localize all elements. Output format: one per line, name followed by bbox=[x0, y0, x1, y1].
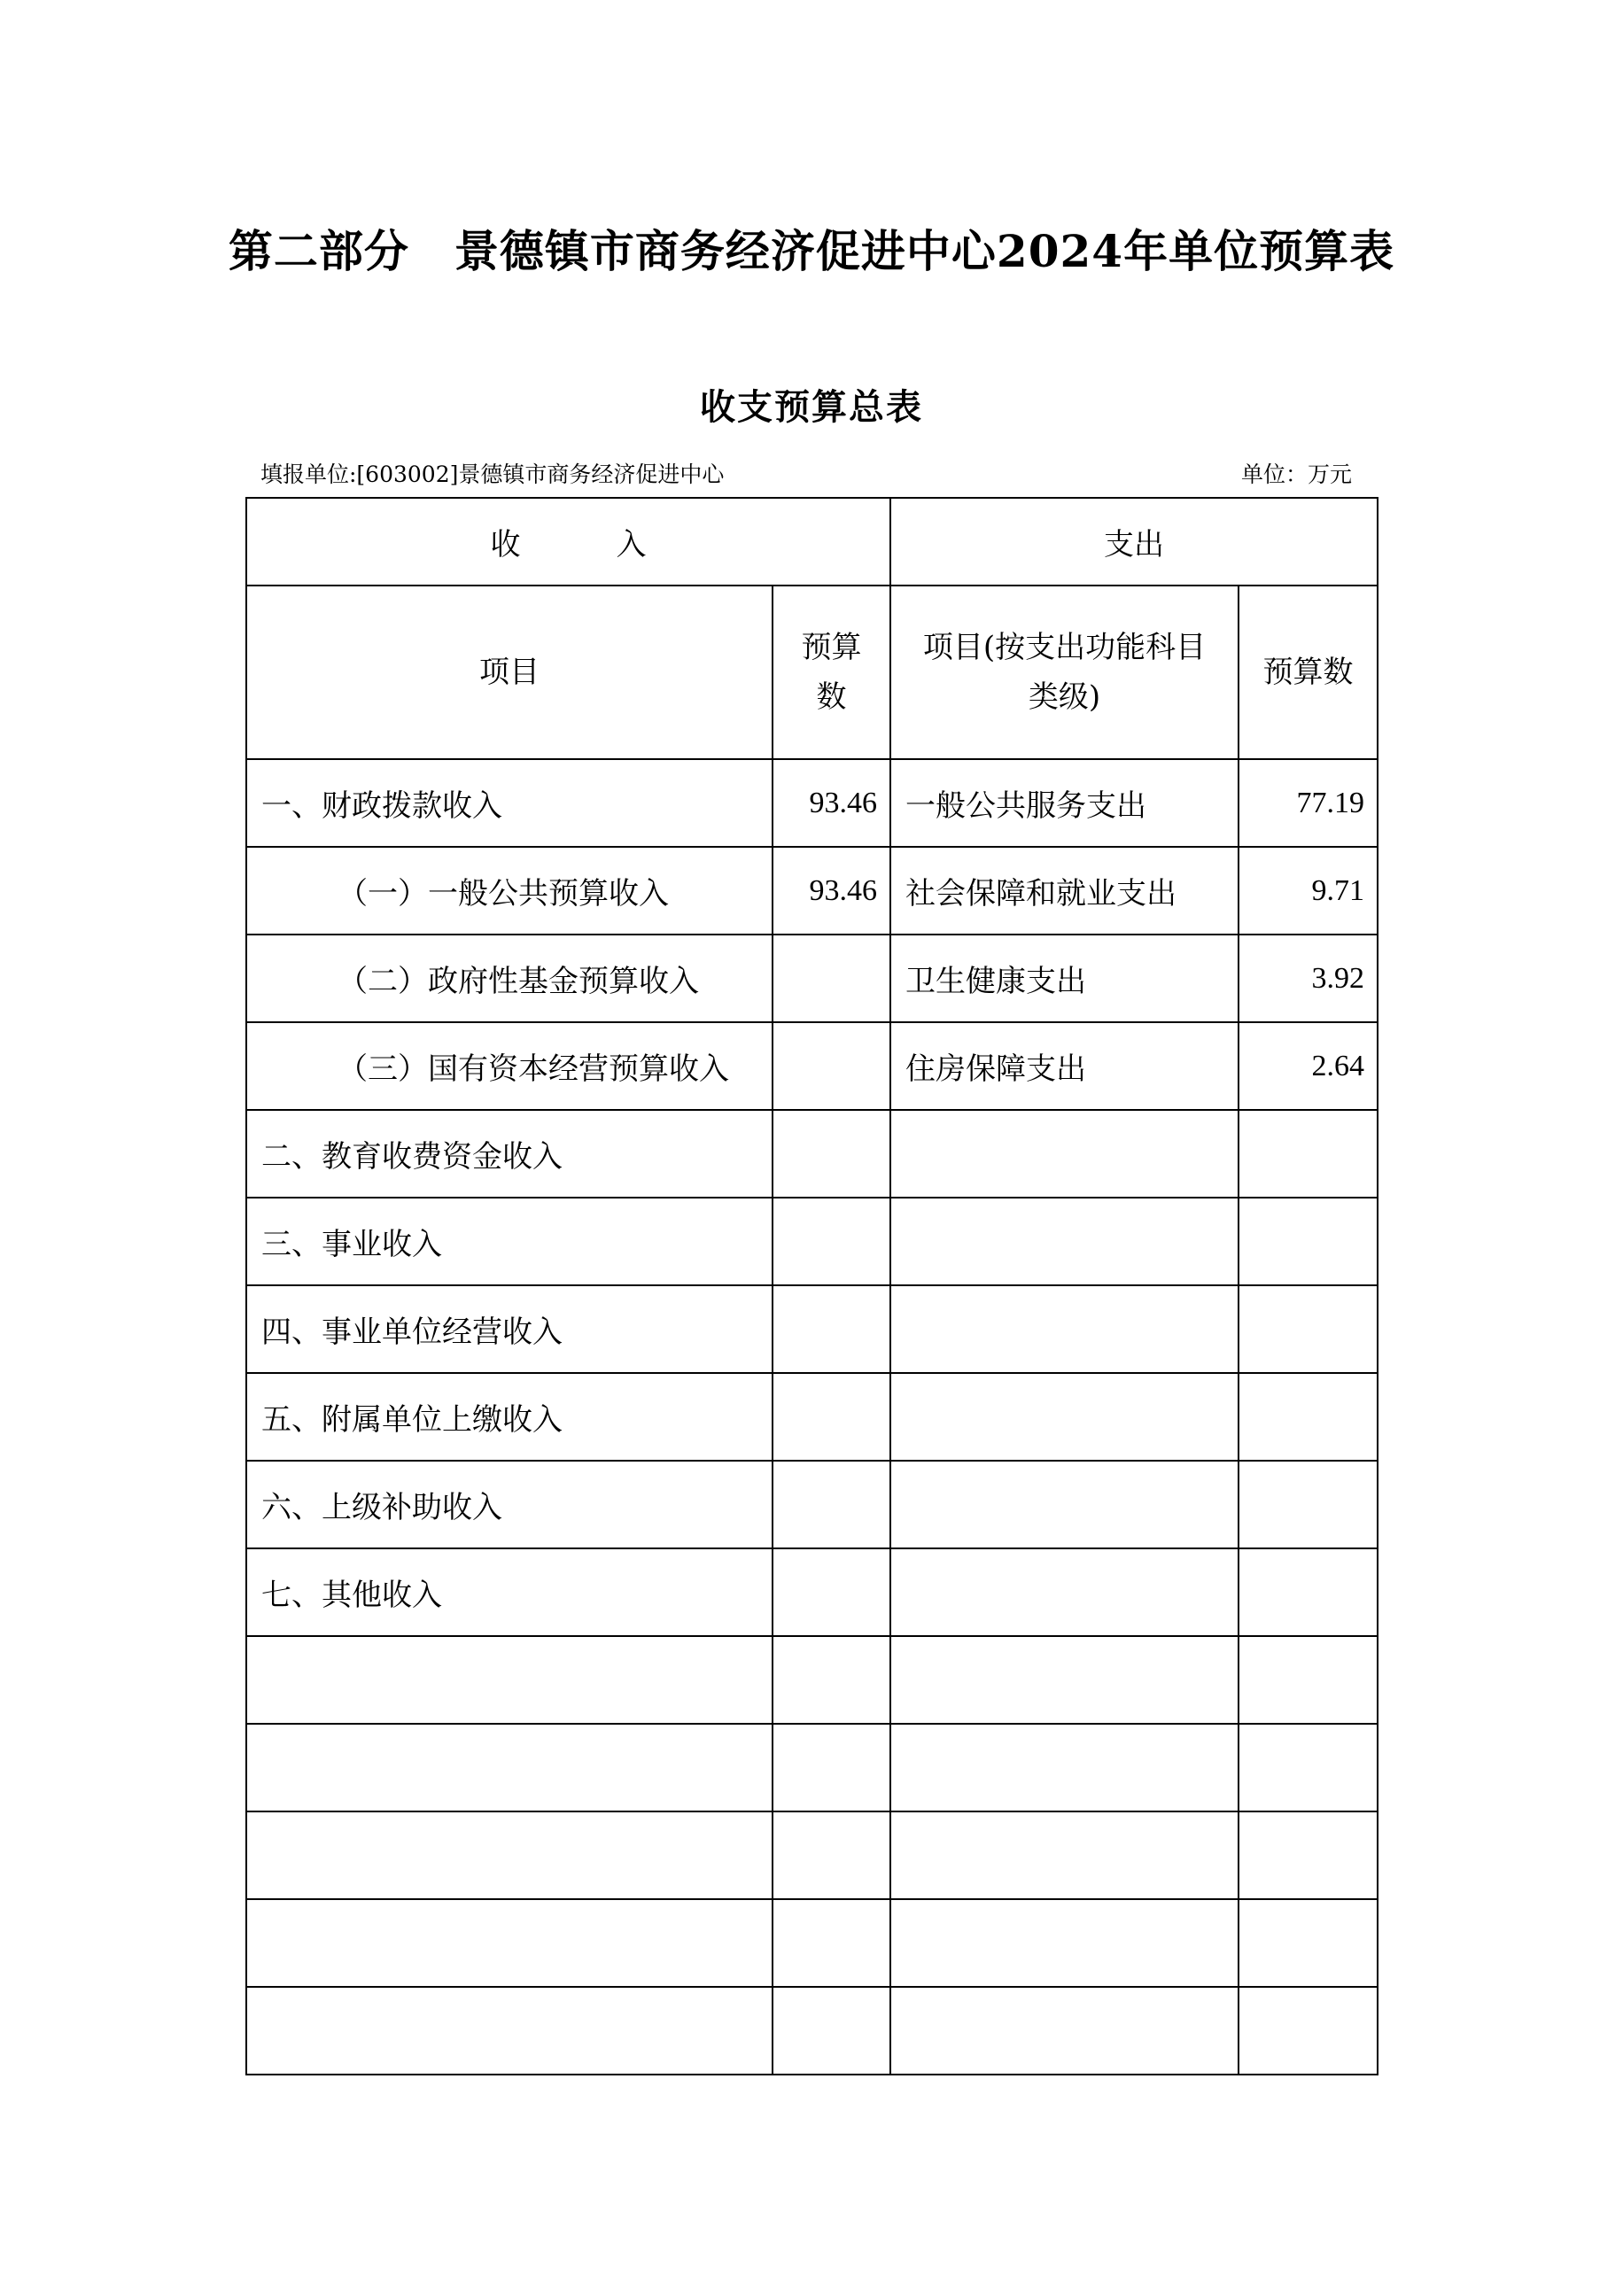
expense-amount-cell bbox=[1239, 1373, 1378, 1461]
expense-item-cell bbox=[890, 1110, 1239, 1198]
table-row bbox=[246, 1548, 1378, 1636]
income-item-cell: （二）政府性基金预算收入 bbox=[246, 935, 773, 1022]
income-amount-cell: 93.46 bbox=[773, 847, 890, 935]
expense-amount-cell bbox=[1239, 1987, 1378, 2075]
income-amount-cell bbox=[773, 1548, 890, 1636]
expense-item-cell bbox=[890, 1285, 1239, 1373]
income-amount-cell bbox=[773, 1987, 890, 2075]
col-expense-amount: 预算数 bbox=[1239, 586, 1378, 759]
expense-amount-cell: 9.71 bbox=[1239, 847, 1378, 935]
table-row bbox=[246, 1899, 1378, 1987]
expense-item-cell: 住房保障支出 bbox=[890, 1022, 1239, 1110]
income-item-cell: 六、上级补助收入 bbox=[246, 1461, 773, 1548]
table-column-header-row bbox=[246, 586, 1378, 759]
expense-amount-cell bbox=[1239, 1198, 1378, 1285]
income-amount-cell bbox=[773, 1724, 890, 1811]
expense-header: 支出 bbox=[890, 498, 1378, 586]
expense-item-cell bbox=[890, 1373, 1239, 1461]
table-row bbox=[246, 1373, 1378, 1461]
expense-item-cell bbox=[890, 1899, 1239, 1987]
col-income-item: 项目 bbox=[246, 586, 773, 759]
income-amount-cell bbox=[773, 1198, 890, 1285]
income-item-cell: 一、财政拨款收入 bbox=[246, 759, 773, 847]
expense-item-cell bbox=[890, 1461, 1239, 1548]
table-row bbox=[246, 1022, 1378, 1110]
income-item-cell: （一）一般公共预算收入 bbox=[246, 847, 773, 935]
income-amount-cell bbox=[773, 1373, 890, 1461]
income-amount-cell bbox=[773, 1461, 890, 1548]
expense-amount-cell bbox=[1239, 1724, 1378, 1811]
table-row bbox=[246, 1198, 1378, 1285]
expense-item-cell bbox=[890, 1548, 1239, 1636]
income-amount-cell bbox=[773, 1110, 890, 1198]
income-item-cell bbox=[246, 1987, 773, 2075]
table-row bbox=[246, 1811, 1378, 1899]
unit-label: 单位：万元 bbox=[1240, 462, 1352, 487]
income-amount-cell bbox=[773, 935, 890, 1022]
income-item-cell: 三、事业收入 bbox=[246, 1198, 773, 1285]
income-item-cell bbox=[246, 1811, 773, 1899]
expense-amount-cell bbox=[1239, 1285, 1378, 1373]
income-amount-cell bbox=[773, 1022, 890, 1110]
table-row bbox=[246, 1285, 1378, 1373]
expense-item-cell bbox=[890, 1811, 1239, 1899]
expense-item-cell bbox=[890, 1198, 1239, 1285]
expense-item-cell: 卫生健康支出 bbox=[890, 935, 1239, 1022]
col-income-amount-line1: 预算 bbox=[801, 630, 862, 665]
expense-item-cell: 社会保障和就业支出 bbox=[890, 847, 1239, 935]
expense-item-cell bbox=[890, 1636, 1239, 1724]
table-row bbox=[246, 1461, 1378, 1548]
income-item-cell: 五、附属单位上缴收入 bbox=[246, 1373, 773, 1461]
expense-amount-cell: 2.64 bbox=[1239, 1022, 1378, 1110]
income-amount-cell bbox=[773, 1636, 890, 1724]
table-row bbox=[246, 1636, 1378, 1724]
table-row bbox=[246, 1110, 1378, 1198]
col-expense-item-line1: 项目(按支出功能科目 bbox=[922, 630, 1207, 665]
expense-amount-cell bbox=[1239, 1811, 1378, 1899]
col-income-amount-line2: 数 bbox=[816, 679, 847, 715]
income-amount-cell: 93.46 bbox=[773, 759, 890, 847]
table-group-header-row bbox=[246, 498, 1378, 586]
income-amount-cell bbox=[773, 1899, 890, 1987]
page-title: 第二部分 景德镇市商务经济促进中心2024年单位预算表 bbox=[228, 225, 1395, 277]
col-expense-item-line2: 类级) bbox=[1028, 679, 1101, 715]
table-row bbox=[246, 1724, 1378, 1811]
income-item-cell: （三）国有资本经营预算收入 bbox=[246, 1022, 773, 1110]
income-item-cell: 七、其他收入 bbox=[246, 1548, 773, 1636]
expense-amount-cell bbox=[1239, 1548, 1378, 1636]
expense-item-cell bbox=[890, 1724, 1239, 1811]
expense-amount-cell bbox=[1239, 1110, 1378, 1198]
table-row bbox=[246, 1987, 1378, 2075]
expense-amount-cell bbox=[1239, 1899, 1378, 1987]
table-title: 收支预算总表 bbox=[700, 386, 923, 428]
expense-amount-cell bbox=[1239, 1636, 1378, 1724]
income-item-cell: 四、事业单位经营收入 bbox=[246, 1285, 773, 1373]
expense-item-cell bbox=[890, 1987, 1239, 2075]
income-item-cell: 二、教育收费资金收入 bbox=[246, 1110, 773, 1198]
income-item-cell bbox=[246, 1724, 773, 1811]
income-item-cell bbox=[246, 1636, 773, 1724]
income-amount-cell bbox=[773, 1285, 890, 1373]
col-income-amount bbox=[773, 586, 890, 759]
expense-item-cell: 一般公共服务支出 bbox=[890, 759, 1239, 847]
table-row bbox=[246, 935, 1378, 1022]
income-header: 收 入 bbox=[246, 498, 890, 586]
filing-unit: 填报单位:[603002]景德镇市商务经济促进中心 bbox=[260, 462, 725, 487]
expense-amount-cell: 3.92 bbox=[1239, 935, 1378, 1022]
table-row bbox=[246, 759, 1378, 847]
income-amount-cell bbox=[773, 1811, 890, 1899]
budget-table bbox=[245, 497, 1378, 2075]
expense-amount-cell: 77.19 bbox=[1239, 759, 1378, 847]
table-row bbox=[246, 847, 1378, 935]
income-item-cell bbox=[246, 1899, 773, 1987]
expense-amount-cell bbox=[1239, 1461, 1378, 1548]
col-expense-item bbox=[890, 586, 1239, 759]
